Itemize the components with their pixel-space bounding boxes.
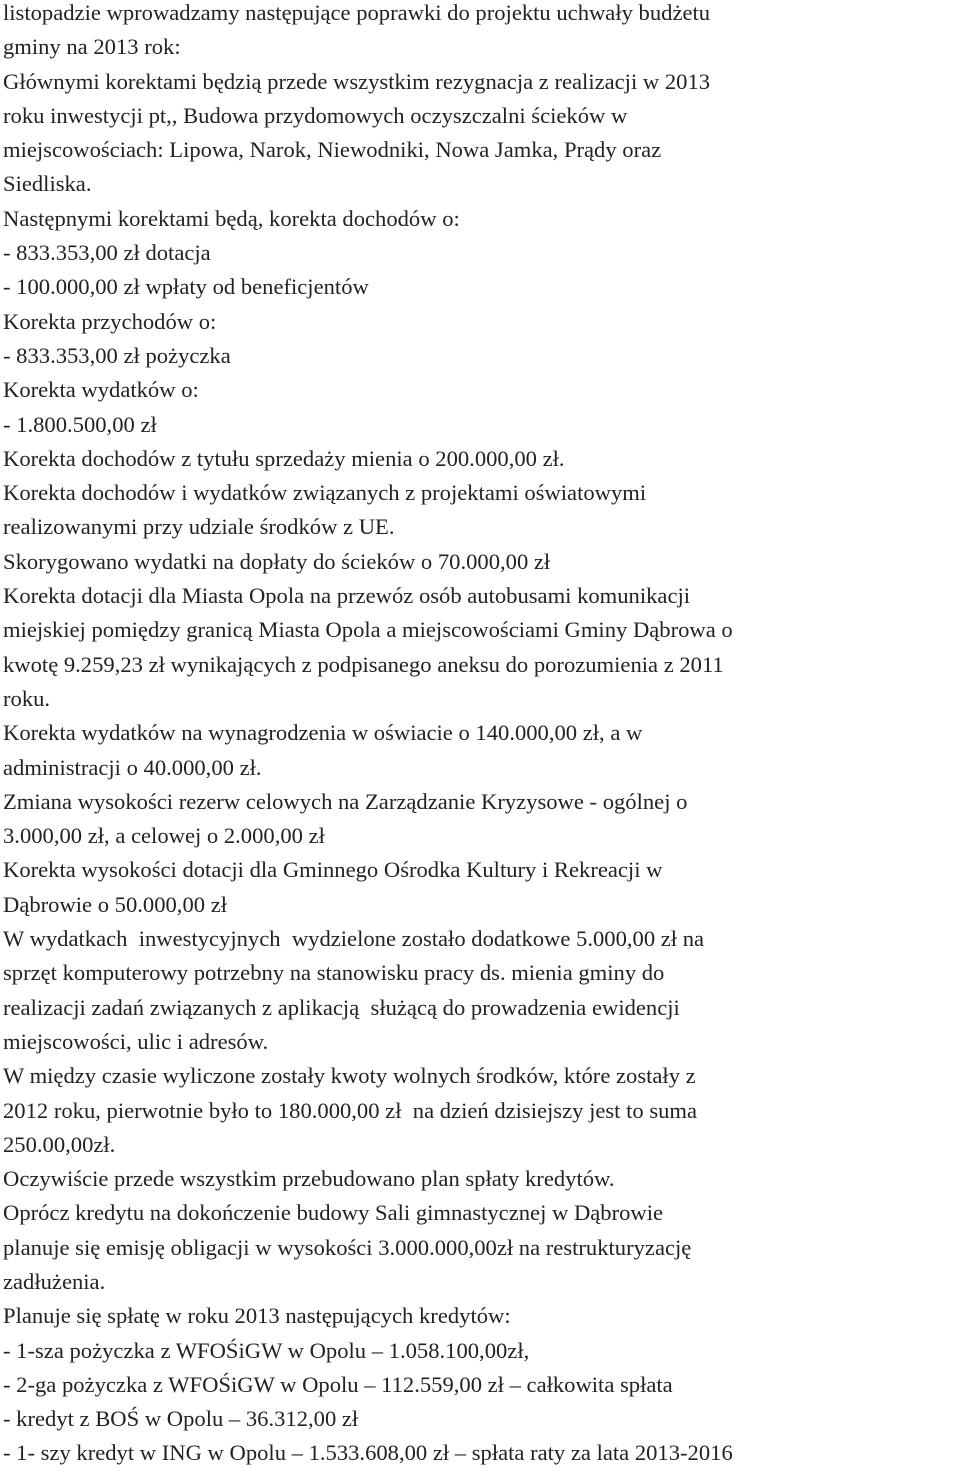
text-line: planuje się emisję obligacji w wysokości 3.000.000,00zł na restrukturyzację [3,1234,692,1260]
text-line: - 833.353,00 zł dotacja [3,240,211,266]
text-line: - 1-sza pożyczka z WFOŚiGW w Opolu – 1.058.100,00zł, [3,1337,530,1363]
text-line: Korekta wysokości dotacji dla Gminnego Ośrodka Kultury i Rekreacji w [3,857,663,883]
text-line: - kredyt z BOŚ w Opolu – 36.312,00 zł [3,1406,359,1432]
text-line: Korekta wydatków o: [3,377,199,403]
text-line: miejskiej pomiędzy granicą Miasta Opola a miejscowościami Gminy Dąbrowa o [3,617,733,643]
text-line: zadłużenia. [3,1268,106,1294]
text-line: Korekta przychodów o: [3,308,217,334]
text-line: Korekta dochodów i wydatków związanych z projektami oświatowymi [3,480,647,506]
text-line: - 1- szy kredyt w ING w Opolu – 1.533.608,00 zł – spłata raty za lata 2013-2016 [3,1440,733,1466]
text-line: roku inwestycji pt,, Budowa przydomowych oczyszczalni ścieków w [3,102,628,128]
text-line: 2012 roku, pierwotnie było to 180.000,00 zł na dzień dzisiejszy jest to suma [3,1097,698,1123]
text-line: Siedliska. [3,171,92,197]
text-line: Głównymi korektami będzią przede wszystkim rezygnacja z realizacji w 2013 [3,68,711,94]
text-line: 3.000,00 zł, a celowej o 2.000,00 zł [3,823,325,849]
text-line: kwotę 9.259,23 zł wynikających z podpisanego aneksu do porozumienia z 2011 [3,651,724,677]
text-line: Planuje się spłatę w roku 2013 następujących kredytów: [3,1303,511,1329]
text-line: administracji o 40.000,00 zł. [3,754,262,780]
text-line: realizacji zadań związanych z aplikacją służącą do prowadzenia ewidencji [3,994,680,1020]
text-line: Oprócz kredytu na dokończenie budowy Sali gimnastycznej w Dąbrowie [3,1200,664,1226]
text-line: - 2-ga pożyczka z WFOŚiGW w Opolu – 112.559,00 zł – całkowita spłata [3,1371,673,1397]
text-line: - 100.000,00 zł wpłaty od beneficjentów [3,274,369,300]
text-line: Oczywiście przede wszystkim przebudowano plan spłaty kredytów. [3,1166,615,1192]
text-line: W między czasie wyliczone zostały kwoty wolnych środków, które zostały z [3,1063,696,1089]
text-line: Następnymi korektami będą, korekta dochodów o: [3,205,460,231]
text-line: Skorygowano wydatki na dopłaty do ścieków o 70.000,00 zł [3,548,551,574]
text-line: W wydatkach inwestycyjnych wydzielone zostało dodatkowe 5.000,00 zł na [3,926,705,952]
text-line: miejscowości, ulic i adresów. [3,1028,269,1054]
text-line: - 1.800.500,00 zł [3,411,157,437]
text-line: listopadzie wprowadzamy następujące poprawki do projektu uchwały budżetu [3,0,711,25]
text-line: - 833.353,00 zł pożyczka [3,342,231,368]
text-line: gminy na 2013 rok: [3,34,181,60]
text-line: Korekta dotacji dla Miasta Opola na przewóz osób autobusami komunikacji [3,583,691,609]
text-line: 250.00,00zł. [3,1131,116,1157]
text-line: realizowanymi przy udziale środków z UE. [3,514,395,540]
text-line: roku. [3,685,51,711]
document-page [3,0,958,1471]
text-line: sprzęt komputerowy potrzebny na stanowisku pracy ds. mienia gminy do [3,960,665,986]
text-line: Dąbrowie o 50.000,00 zł [3,891,228,917]
text-line: Zmiana wysokości rezerw celowych na Zarządzanie Kryzysowe - ogólnej o [3,788,688,814]
text-line: Korekta wydatków na wynagrodzenia w oświacie o 140.000,00 zł, a w [3,720,643,746]
text-line: Korekta dochodów z tytułu sprzedaży mienia o 200.000,00 zł. [3,445,565,471]
text-line: miejscowościach: Lipowa, Narok, Niewodniki, Nowa Jamka, Prądy oraz [3,137,662,163]
